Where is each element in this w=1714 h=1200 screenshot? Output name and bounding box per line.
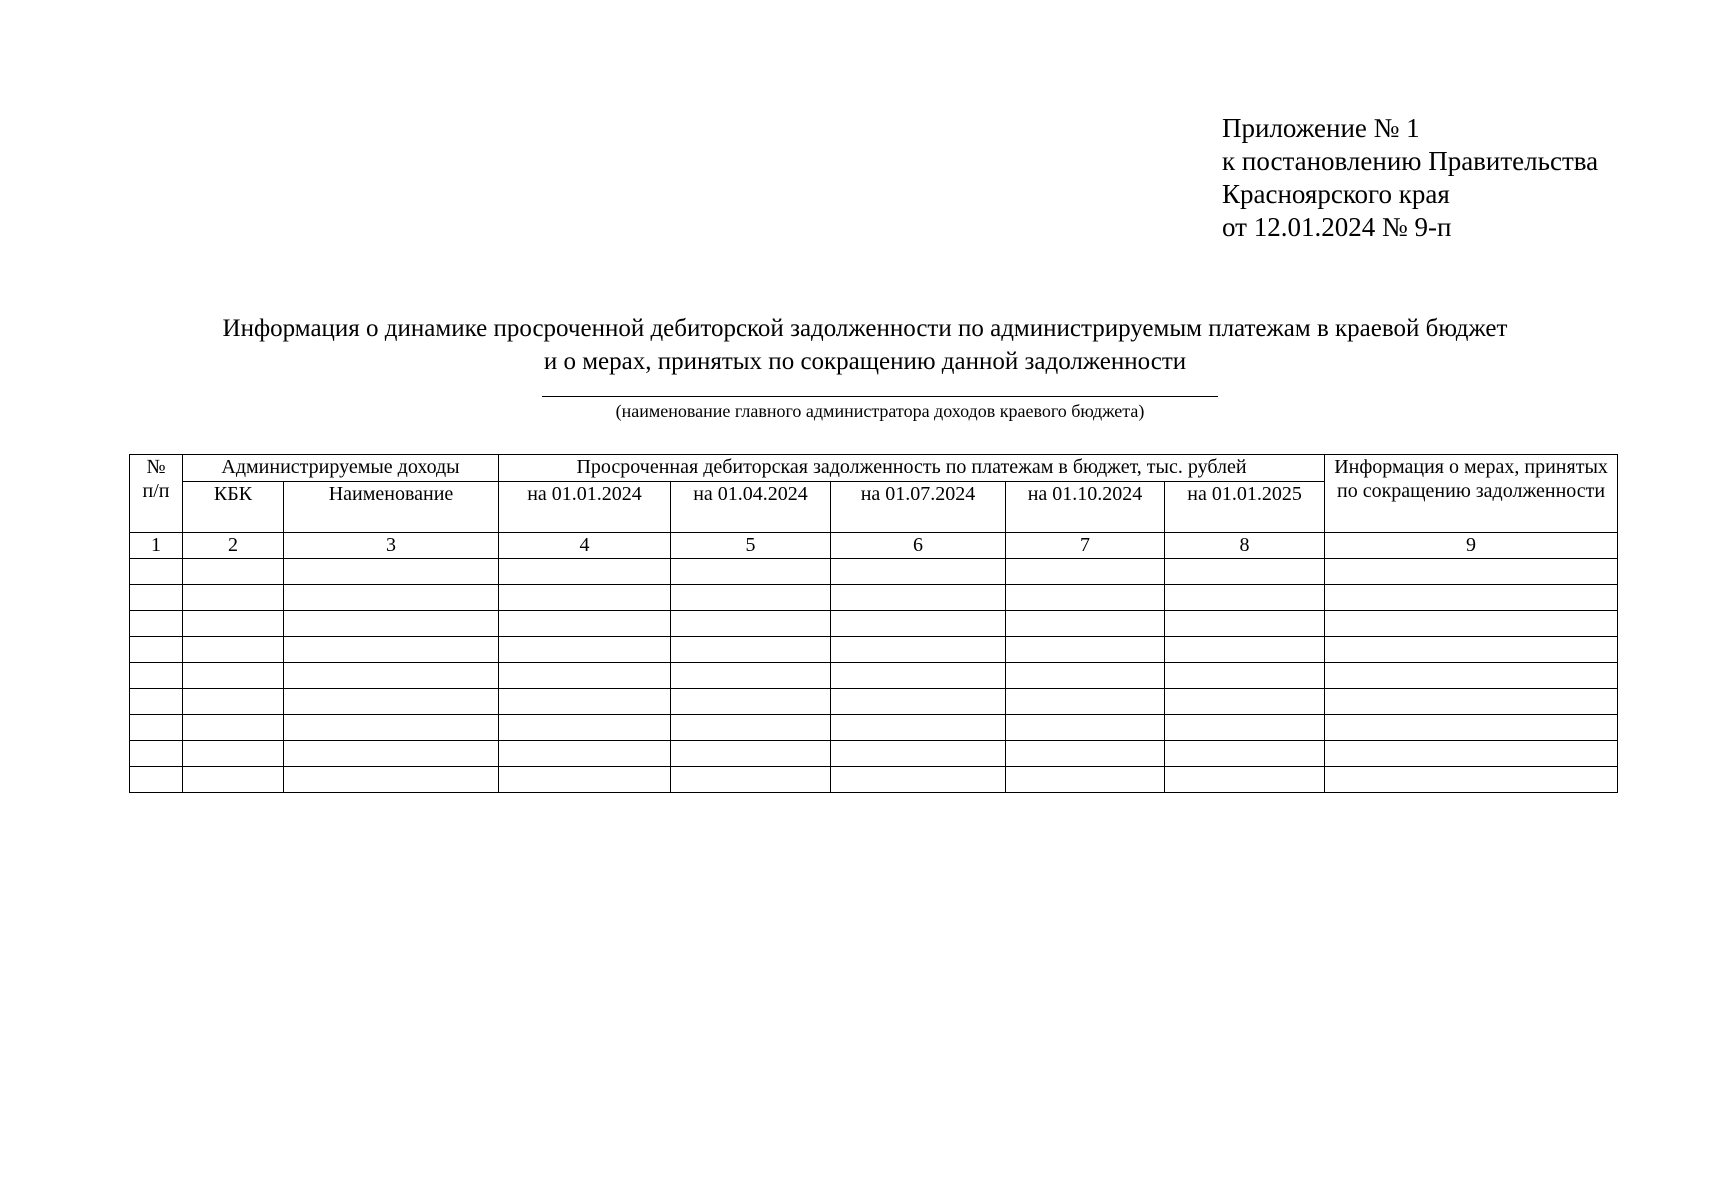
- column-number: 9: [1325, 533, 1618, 559]
- table-cell: [183, 559, 284, 585]
- table-cell: [1325, 715, 1618, 741]
- table-cell: [1165, 559, 1325, 585]
- table-cell: [183, 637, 284, 663]
- table-cell: [831, 767, 1006, 793]
- table-cell: [284, 611, 499, 637]
- header-name: Наименование: [284, 482, 499, 533]
- table-cell: [499, 663, 671, 689]
- table-cell: [499, 715, 671, 741]
- table-cell: [1165, 767, 1325, 793]
- table-cell: [499, 585, 671, 611]
- table-cell: [284, 715, 499, 741]
- document-title: [100, 312, 1630, 378]
- column-number: 5: [671, 533, 831, 559]
- appendix-block: [1222, 112, 1598, 244]
- appendix-line-1: Приложение № 1: [1222, 113, 1420, 143]
- table-cell: [284, 741, 499, 767]
- table-cell: [183, 585, 284, 611]
- header-kbk: КБК: [183, 482, 284, 533]
- table-cell: [284, 663, 499, 689]
- table-cell: [1165, 689, 1325, 715]
- table-cell: [130, 689, 183, 715]
- table-row: [130, 585, 1618, 611]
- table-cell: [1325, 741, 1618, 767]
- header-date-1: на 01.01.2024: [499, 482, 671, 533]
- table-cell: [1165, 663, 1325, 689]
- table-row: [130, 637, 1618, 663]
- table-cell: [130, 715, 183, 741]
- table-cell: [130, 637, 183, 663]
- table-row: [130, 689, 1618, 715]
- header-measures: Информация о мерах, принятых по сокращению задолженности: [1325, 455, 1618, 533]
- table-cell: [499, 767, 671, 793]
- table-cell: [499, 611, 671, 637]
- table-cell: [284, 767, 499, 793]
- table-cell: [183, 767, 284, 793]
- table-cell: [183, 689, 284, 715]
- table-cell: [499, 637, 671, 663]
- table-cell: [1325, 637, 1618, 663]
- table-cell: [284, 637, 499, 663]
- column-number: 8: [1165, 533, 1325, 559]
- table-cell: [671, 767, 831, 793]
- table-cell: [130, 585, 183, 611]
- table-cell: [671, 585, 831, 611]
- header-date-2: на 01.04.2024: [671, 482, 831, 533]
- table-cell: [1325, 689, 1618, 715]
- table-cell: [1165, 585, 1325, 611]
- header-number-top: №: [146, 456, 166, 478]
- table-cell: [1165, 715, 1325, 741]
- header-date-3: на 01.07.2024: [831, 482, 1006, 533]
- table-cell: [284, 585, 499, 611]
- table-cell: [831, 637, 1006, 663]
- table-cell: [284, 689, 499, 715]
- table-cell: [831, 559, 1006, 585]
- table-cell: [130, 741, 183, 767]
- table-cell: [1325, 559, 1618, 585]
- column-number: 3: [284, 533, 499, 559]
- table-cell: [1006, 559, 1165, 585]
- header-date-4: на 01.10.2024: [1006, 482, 1165, 533]
- column-number: 7: [1006, 533, 1165, 559]
- table-cell: [831, 611, 1006, 637]
- column-numbers-row: [130, 533, 1618, 559]
- title-line-2: и о мерах, принятых по сокращению данной задолженности: [543, 348, 1187, 375]
- table-cell: [1006, 611, 1165, 637]
- table-cell: [671, 559, 831, 585]
- table-cell: [183, 611, 284, 637]
- administrator-name-caption: (наименование главного администратора доходов краевого бюджета): [615, 401, 1145, 421]
- table-cell: [1165, 611, 1325, 637]
- table-cell: [1165, 637, 1325, 663]
- table-cell: [671, 611, 831, 637]
- debt-table: [129, 454, 1618, 793]
- table-cell: [1325, 611, 1618, 637]
- table-cell: [130, 663, 183, 689]
- title-line-1: Информация о динамике просроченной дебиторской задолженности по администрируемым платежам в краевой бюджет: [222, 315, 1508, 342]
- table-cell: [1006, 663, 1165, 689]
- table-cell: [284, 559, 499, 585]
- header-overdue-debt: Просроченная дебиторская задолженность по платежам в бюджет, тыс. рублей: [499, 455, 1325, 482]
- table-cell: [1325, 767, 1618, 793]
- table-cell: [130, 767, 183, 793]
- table-cell: [831, 689, 1006, 715]
- header-date-5: на 01.01.2025: [1165, 482, 1325, 533]
- table-cell: [183, 715, 284, 741]
- table-cell: [1006, 741, 1165, 767]
- table-cell: [499, 559, 671, 585]
- header-administered-income: Администрируемые доходы: [183, 455, 499, 482]
- table-row: [130, 663, 1618, 689]
- table-cell: [1006, 715, 1165, 741]
- table-cell: [130, 611, 183, 637]
- table-cell: [831, 585, 1006, 611]
- table-cell: [1325, 585, 1618, 611]
- header-number-cell: [130, 455, 183, 533]
- column-number: 4: [499, 533, 671, 559]
- table-row: [130, 741, 1618, 767]
- header-number-bottom: п/п: [142, 480, 170, 502]
- table-cell: [671, 689, 831, 715]
- table-cell: [671, 637, 831, 663]
- column-number: 2: [183, 533, 284, 559]
- table-cell: [1006, 689, 1165, 715]
- appendix-line-2: к постановлению Правительства: [1222, 146, 1599, 176]
- table-cell: [499, 689, 671, 715]
- table-cell: [671, 663, 831, 689]
- table-cell: [1006, 767, 1165, 793]
- table-cell: [1325, 663, 1618, 689]
- table-cell: [831, 663, 1006, 689]
- appendix-line-3: Красноярского края: [1222, 179, 1450, 209]
- column-number: 1: [130, 533, 183, 559]
- table-cell: [183, 663, 284, 689]
- table-cell: [831, 741, 1006, 767]
- table-cell: [183, 741, 284, 767]
- administrator-name-line: [542, 396, 1218, 397]
- table-row: [130, 715, 1618, 741]
- header-row-1: [130, 455, 1618, 482]
- table-row: [130, 559, 1618, 585]
- table-cell: [1165, 741, 1325, 767]
- table-row: [130, 611, 1618, 637]
- appendix-line-4: от 12.01.2024 № 9-п: [1222, 212, 1452, 242]
- table-cell: [831, 715, 1006, 741]
- table-cell: [1006, 585, 1165, 611]
- table-cell: [671, 715, 831, 741]
- table-row: [130, 767, 1618, 793]
- column-number: 6: [831, 533, 1006, 559]
- table-cell: [130, 559, 183, 585]
- table-cell: [671, 741, 831, 767]
- table-cell: [1006, 637, 1165, 663]
- table-cell: [499, 741, 671, 767]
